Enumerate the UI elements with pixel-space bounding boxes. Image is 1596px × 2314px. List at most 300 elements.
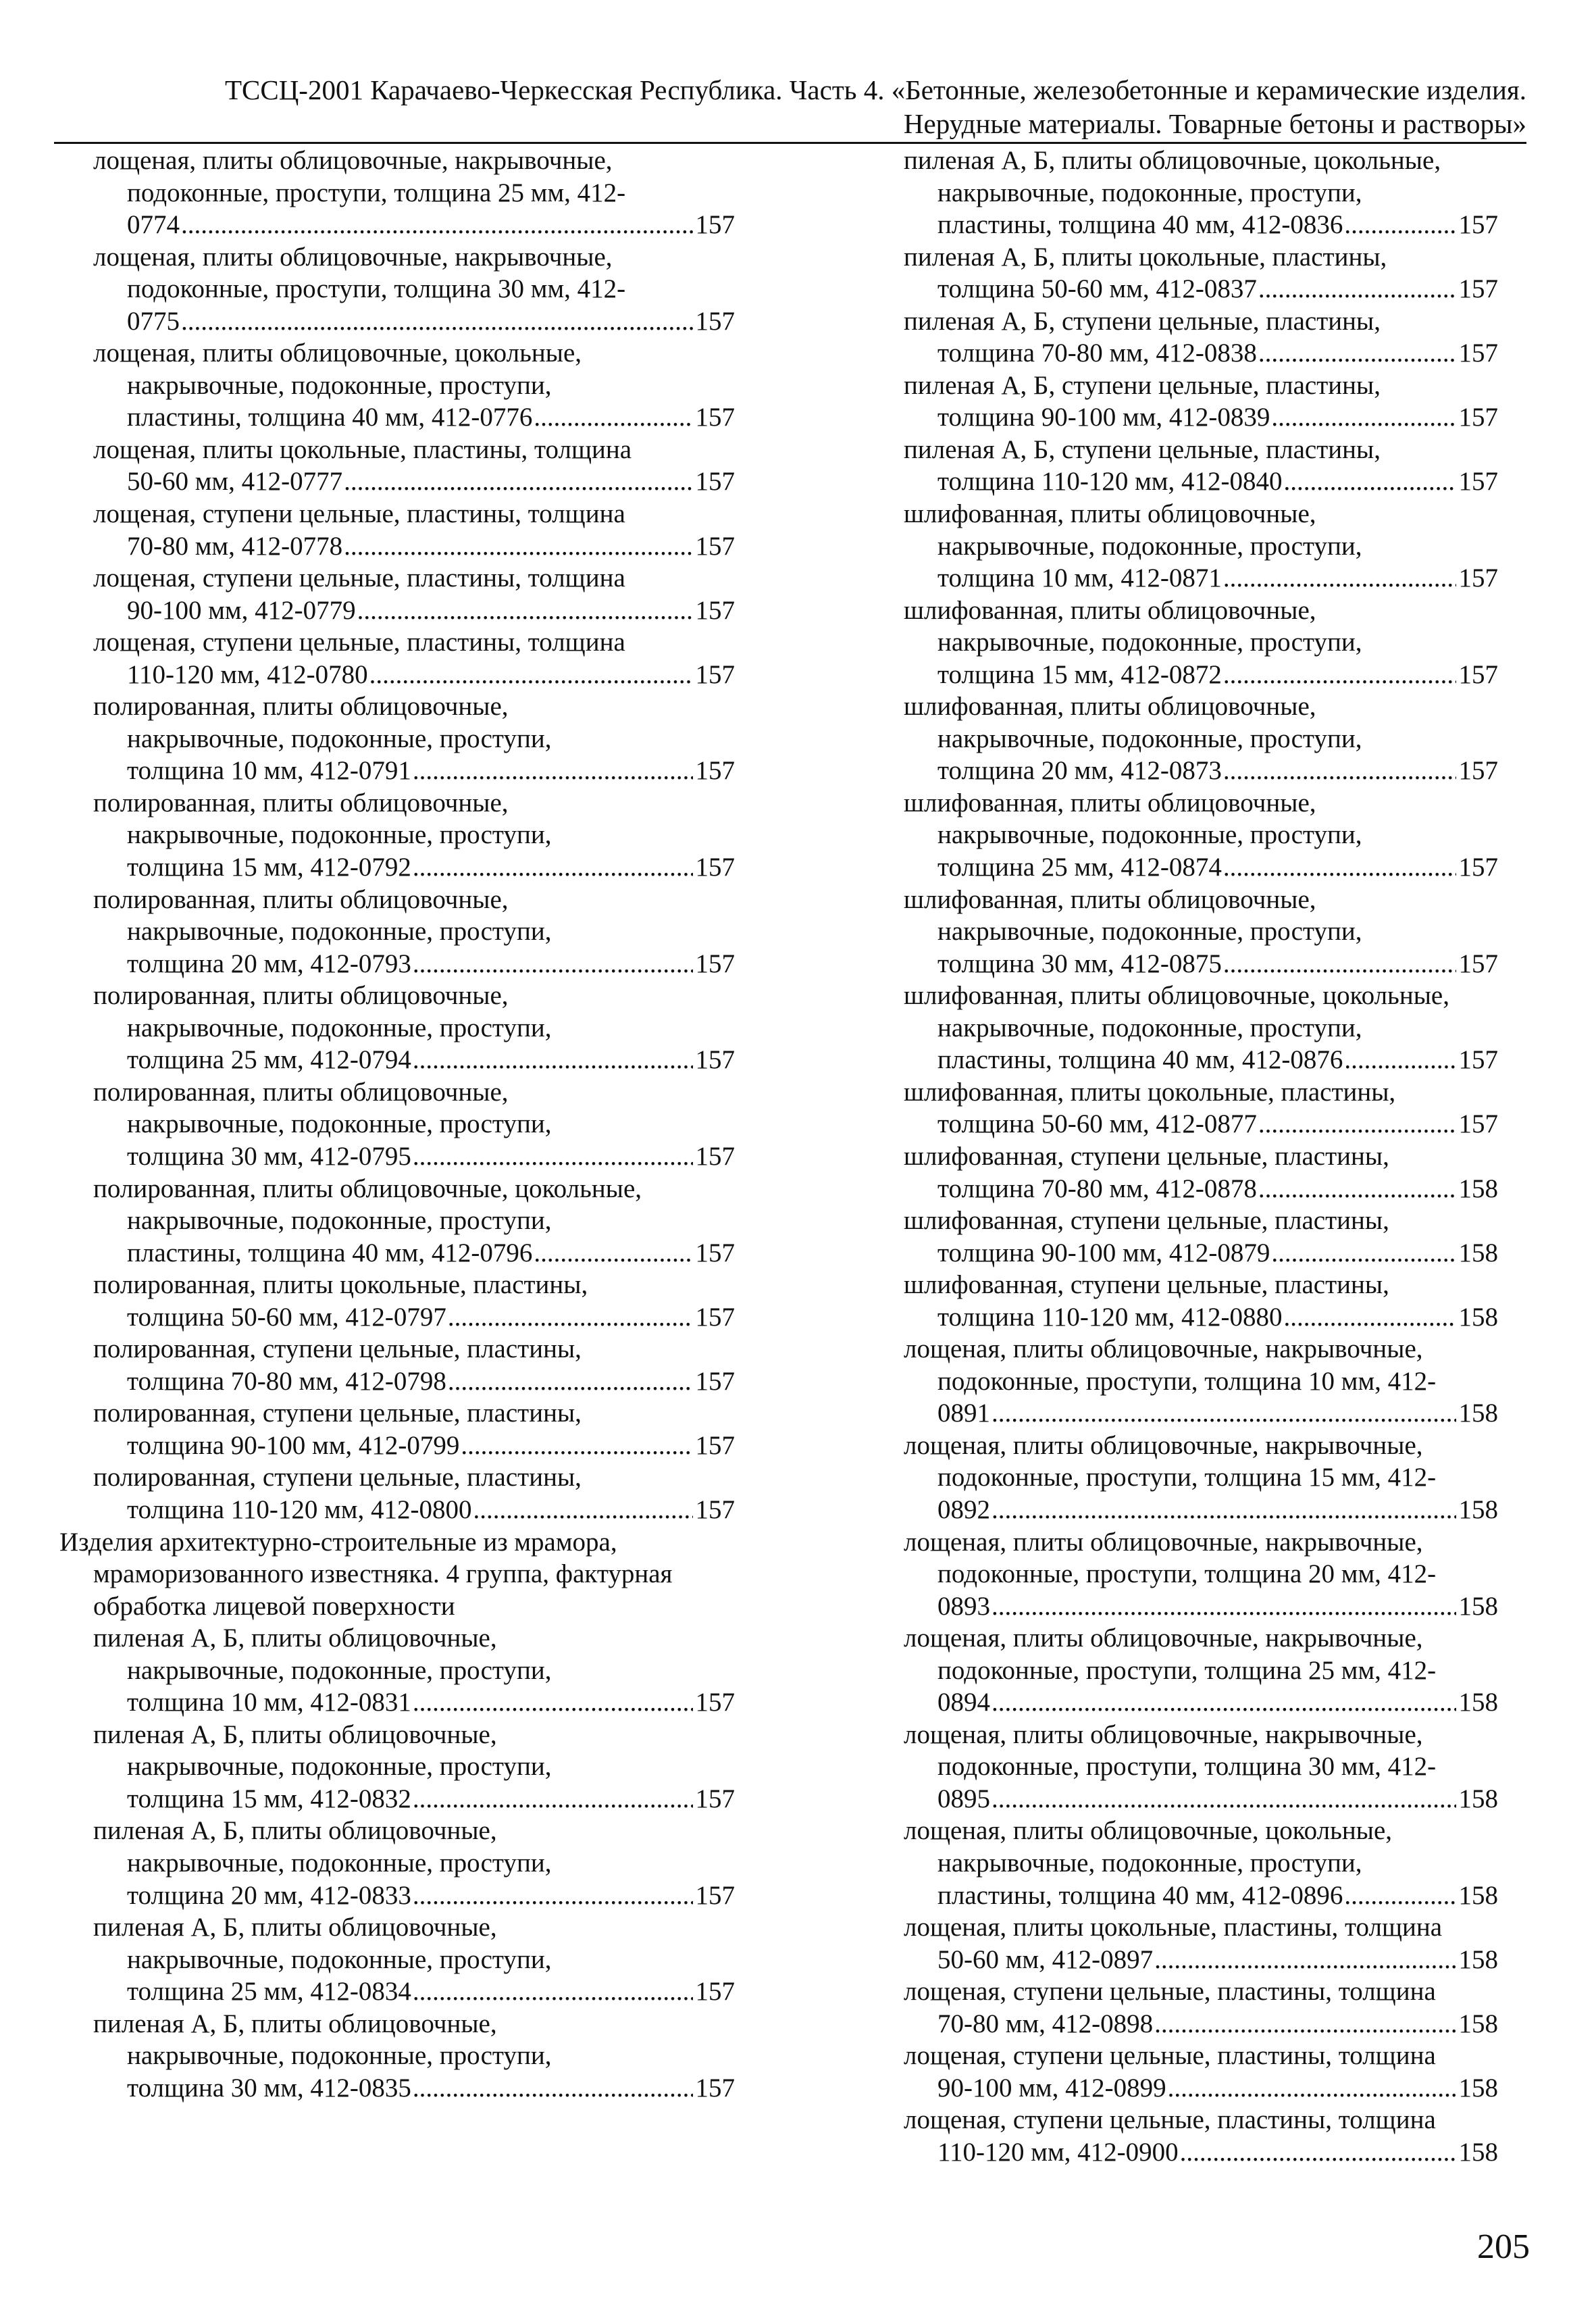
entry-text-line: накрывочные, подоконные, проступи, — [127, 1752, 552, 1782]
index-entry — [59, 787, 735, 884]
entry-page-ref: 157 — [695, 1494, 735, 1524]
entry-text-line: накрывочные, подоконные, проступи, — [937, 628, 1362, 657]
entry-page-ref: 157 — [1458, 1045, 1498, 1075]
entry-text-line: лощеная, плиты облицовочные, цокольные, — [93, 338, 582, 368]
entry-page-ref: 157 — [1458, 467, 1498, 497]
entry-code-text: толщина 50-60 мм, 412-0877 — [937, 1109, 1257, 1139]
entry-code-text: толщина 30 мм, 412-0835 — [127, 2073, 411, 2103]
entry-code-text: толщина 15 мм, 412-0872 — [937, 659, 1222, 689]
entry-leader-line — [127, 305, 735, 338]
index-entry — [59, 337, 735, 434]
entry-text-line: лощеная, плиты цокольные, пластины, толщина — [904, 1913, 1443, 1942]
dot-leader — [181, 305, 693, 338]
dot-leader — [1344, 1880, 1456, 1912]
entry-leader-line — [937, 1783, 1498, 1815]
entry-text-line: шлифованная, ступени цельные, пластины, — [904, 1206, 1389, 1236]
entry-code-text: 90-100 мм, 412-0779 — [127, 595, 356, 625]
entry-text-line: накрывочные, подоконные, проступи, — [127, 1013, 552, 1042]
entry-text-line: лощеная, плиты облицовочные, накрывочные, — [93, 146, 613, 175]
entry-page-ref: 158 — [1458, 1174, 1498, 1203]
entry-page-ref: 157 — [695, 1784, 735, 1813]
dot-leader — [1258, 273, 1456, 305]
entry-page-ref: 157 — [695, 1688, 735, 1717]
entry-leader-line — [937, 755, 1498, 787]
entry-page-ref: 157 — [695, 1880, 735, 1910]
entry-list-left-bottom — [59, 1622, 735, 2104]
index-entry — [59, 2008, 735, 2105]
entry-code-text: 0893 — [937, 1591, 990, 1621]
entry-code-text: толщина 110-120 мм, 412-0840 — [937, 467, 1283, 497]
entry-leader-line — [937, 562, 1498, 595]
running-header — [54, 73, 1526, 141]
index-column-left — [59, 145, 735, 2104]
entry-code-text: 0895 — [937, 1784, 990, 1813]
entry-leader-line — [127, 466, 735, 498]
entry-leader-line — [937, 273, 1498, 305]
entry-list-left-top — [59, 145, 735, 1526]
entry-leader-line — [127, 1494, 735, 1526]
entry-page-ref: 157 — [1458, 563, 1498, 593]
entry-code-text: толщина 90-100 мм, 412-0799 — [127, 1430, 460, 1460]
entry-code-text: толщина 20 мм, 412-0833 — [127, 1880, 411, 1910]
index-entry — [59, 1622, 735, 1719]
entry-text-line: лощеная, ступени цельные, пластины, толщина — [904, 2041, 1436, 2071]
entry-text-line: подоконные, проступи, толщина 10 мм, 412- — [937, 1366, 1437, 1396]
entry-text-line: накрывочные, подоконные, проступи, — [127, 724, 552, 753]
entry-page-ref: 158 — [1458, 2137, 1498, 2167]
dot-leader — [534, 1237, 692, 1269]
index-entry — [59, 626, 735, 690]
entry-text-line: шлифованная, плиты облицовочные, — [904, 692, 1316, 722]
entry-code-text: толщина 10 мм, 412-0831 — [127, 1688, 411, 1717]
dot-leader — [534, 401, 692, 434]
entry-text-line: пиленая А, Б, плиты цокольные, пластины, — [904, 242, 1387, 272]
index-entry — [904, 980, 1498, 1076]
entry-leader-line — [937, 851, 1498, 884]
dot-leader — [369, 659, 693, 691]
entry-code-text: пластины, толщина 40 мм, 412-0776 — [127, 403, 533, 432]
dot-leader — [344, 530, 692, 563]
index-entry — [59, 1173, 735, 1269]
entry-page-ref: 157 — [695, 756, 735, 786]
entry-text-line: накрывочные, подоконные, проступи, — [127, 1848, 552, 1878]
entry-page-ref: 157 — [695, 1045, 735, 1075]
entry-page-ref: 157 — [1458, 338, 1498, 368]
entry-leader-line — [127, 1976, 735, 2008]
entry-code-text: 110-120 мм, 412-0900 — [937, 2137, 1179, 2167]
entry-text-line: подоконные, проступи, толщина 25 мм, 412- — [127, 178, 626, 207]
entry-page-ref: 158 — [1458, 1944, 1498, 1974]
dot-leader — [1258, 1108, 1456, 1140]
dot-leader — [413, 1783, 693, 1815]
entry-text-line: лощеная, ступени цельные, пластины, толщина — [93, 563, 625, 593]
entry-code-text: пластины, толщина 40 мм, 412-0876 — [937, 1045, 1343, 1075]
entry-code-text: толщина 50-60 мм, 412-0837 — [937, 274, 1257, 304]
entry-code-text: толщина 20 мм, 412-0873 — [937, 756, 1222, 786]
entry-page-ref: 158 — [1458, 1784, 1498, 1813]
index-entry — [59, 241, 735, 338]
entry-page-ref: 158 — [1458, 2073, 1498, 2103]
dot-leader — [1258, 1173, 1456, 1205]
entry-text-line: полированная, плиты облицовочные, — [93, 884, 509, 914]
entry-page-ref: 157 — [1458, 210, 1498, 240]
entry-leader-line — [937, 659, 1498, 691]
index-entry — [59, 434, 735, 498]
entry-text-line: лощеная, плиты цокольные, пластины, толщина — [93, 434, 632, 464]
entry-code-text: 70-80 мм, 412-0898 — [937, 2009, 1154, 2038]
entry-page-ref: 157 — [695, 2073, 735, 2103]
entry-leader-line — [127, 1430, 735, 1462]
entry-leader-line — [937, 948, 1498, 980]
index-entry — [59, 498, 735, 562]
entry-text-line: лощеная, ступени цельные, пластины, толщина — [904, 2105, 1436, 2135]
dot-leader — [461, 1430, 692, 1462]
dot-leader — [1154, 1944, 1456, 1976]
entry-leader-line — [127, 1140, 735, 1173]
entry-text-line: лощеная, плиты облицовочные, накрывочные, — [904, 1624, 1423, 1653]
entry-page-ref: 157 — [695, 467, 735, 497]
entry-code-text: 70-80 мм, 412-0778 — [127, 531, 343, 561]
entry-page-ref: 157 — [1458, 949, 1498, 978]
index-entry — [904, 1976, 1498, 2040]
entry-leader-line — [937, 337, 1498, 370]
entry-code-text: толщина 110-120 мм, 412-0880 — [937, 1302, 1283, 1332]
entry-text-line: накрывочные, подоконные, проступи, — [937, 917, 1362, 947]
entry-leader-line — [937, 1301, 1498, 1334]
entry-text-line: шлифованная, плиты цокольные, пластины, — [904, 1077, 1396, 1107]
entry-code-text: толщина 25 мм, 412-0874 — [937, 853, 1222, 882]
header-rule — [54, 142, 1526, 144]
entry-leader-line — [937, 401, 1498, 434]
index-entry — [59, 1397, 735, 1461]
dot-leader — [1180, 2136, 1456, 2169]
entry-leader-line — [127, 1365, 735, 1398]
entry-leader-line — [127, 530, 735, 563]
entry-text-line: полированная, плиты цокольные, пластины, — [93, 1270, 588, 1300]
entry-text-line: подоконные, проступи, толщина 15 мм, 412- — [937, 1463, 1437, 1492]
entry-text-line: лощеная, ступени цельные, пластины, толщина — [93, 499, 625, 529]
entry-leader-line — [127, 1783, 735, 1815]
entry-page-ref: 157 — [1458, 659, 1498, 689]
entry-text-line: пиленая А, Б, плиты облицовочные, — [93, 1816, 497, 1846]
entry-code-text: толщина 90-100 мм, 412-0839 — [937, 403, 1270, 432]
dot-leader — [1271, 401, 1456, 434]
header-line-2: Нерудные материалы. Товарные бетоны и растворы» — [903, 108, 1526, 139]
entry-page-ref: 157 — [695, 853, 735, 882]
entry-page-ref: 157 — [1458, 274, 1498, 304]
header-line-1: ТССЦ-2001 Карачаево-Черкесская Республика. Часть 4. «Бетонные, железобетонные и керамические изделия. — [224, 74, 1526, 105]
entry-page-ref: 157 — [695, 403, 735, 432]
entry-page-ref: 158 — [1458, 1880, 1498, 1910]
entry-text-line: пиленая А, Б, плиты облицовочные, цокольные, — [904, 146, 1441, 175]
dot-leader — [1283, 1301, 1456, 1334]
index-entry — [904, 1526, 1498, 1623]
entry-code-text: толщина 30 мм, 412-0875 — [937, 949, 1222, 978]
index-entry — [904, 434, 1498, 498]
dot-leader — [1258, 337, 1456, 370]
entry-leader-line — [937, 1044, 1498, 1076]
index-entry — [904, 1333, 1498, 1430]
entry-text-line: пиленая А, Б, ступени цельные, пластины, — [904, 306, 1381, 336]
dot-leader — [1223, 851, 1456, 884]
entry-leader-line — [937, 466, 1498, 498]
entry-text-line: пиленая А, Б, плиты облицовочные, — [93, 2009, 497, 2038]
entry-page-ref: 157 — [1458, 853, 1498, 882]
dot-leader — [344, 466, 692, 498]
entry-page-ref: 157 — [695, 306, 735, 336]
entry-text-line: подоконные, проступи, толщина 30 мм, 412- — [937, 1752, 1437, 1782]
dot-leader — [413, 755, 693, 787]
entry-text-line: накрывочные, подоконные, проступи, — [937, 820, 1362, 850]
index-entry — [59, 1461, 735, 1526]
entry-page-ref: 157 — [695, 1302, 735, 1332]
entry-text-line: накрывочные, подоконные, проступи, — [937, 178, 1362, 207]
dot-leader — [1283, 466, 1456, 498]
entry-leader-line — [127, 1301, 735, 1334]
entry-leader-line — [127, 1237, 735, 1269]
entry-page-ref: 157 — [1458, 756, 1498, 786]
entry-code-text: 0891 — [937, 1399, 990, 1428]
entry-text-line: полированная, плиты облицовочные, цокольные, — [93, 1174, 642, 1203]
entry-leader-line — [127, 755, 735, 787]
entry-text-line: подоконные, проступи, толщина 20 мм, 412- — [937, 1559, 1437, 1589]
entry-page-ref: 157 — [1458, 1109, 1498, 1139]
entry-text-line: накрывочные, подоконные, проступи, — [127, 1655, 552, 1685]
index-entry — [904, 2040, 1498, 2104]
section-heading-line-3: обработка лицевой поверхности — [93, 1591, 455, 1621]
entry-text-line: лощеная, плиты облицовочные, накрывочные, — [904, 1527, 1423, 1557]
index-entry — [904, 241, 1498, 305]
entry-text-line: лощеная, плиты облицовочные, накрывочные, — [904, 1719, 1423, 1749]
index-entry — [904, 1076, 1498, 1140]
entry-leader-line — [937, 1686, 1498, 1719]
entry-page-ref: 157 — [695, 1977, 735, 2007]
dot-leader — [413, 1044, 693, 1076]
index-entry — [904, 1430, 1498, 1526]
dot-leader — [413, 948, 693, 980]
index-entry — [59, 145, 735, 241]
index-entry — [904, 595, 1498, 691]
dot-leader — [413, 1686, 693, 1719]
index-entry — [59, 980, 735, 1076]
entry-leader-line — [937, 1237, 1498, 1269]
dot-leader — [413, 851, 693, 884]
entry-leader-line — [937, 1108, 1498, 1140]
dot-leader — [413, 1880, 693, 1912]
entry-page-ref: 158 — [1458, 1399, 1498, 1428]
index-entry — [904, 2104, 1498, 2168]
entry-leader-line — [937, 1880, 1498, 1912]
dot-leader — [473, 1494, 692, 1526]
dot-leader — [1223, 562, 1456, 595]
entry-text-line: полированная, ступени цельные, пластины, — [93, 1334, 582, 1364]
entry-text-line: подоконные, проступи, толщина 30 мм, 412- — [127, 274, 626, 304]
entry-page-ref: 157 — [695, 1238, 735, 1267]
entry-code-text: пластины, толщина 40 мм, 412-0896 — [937, 1880, 1343, 1910]
dot-leader — [992, 1783, 1456, 1815]
index-entry — [59, 690, 735, 787]
dot-leader — [1344, 209, 1456, 241]
entry-code-text: толщина 15 мм, 412-0832 — [127, 1784, 411, 1813]
section-heading-line-1: Изделия архитектурно-строительные из мрамора, — [59, 1527, 617, 1557]
entry-code-text: толщина 30 мм, 412-0795 — [127, 1141, 411, 1171]
entry-code-text: 0894 — [937, 1688, 990, 1717]
entry-code-text: толщина 70-80 мм, 412-0838 — [937, 338, 1257, 368]
dot-leader — [448, 1301, 693, 1334]
dot-leader — [181, 209, 693, 241]
entry-leader-line — [127, 851, 735, 884]
entry-code-text: толщина 70-80 мм, 412-0798 — [127, 1366, 446, 1396]
index-column-right — [904, 145, 1498, 2168]
index-entry — [904, 1205, 1498, 1269]
index-entry — [904, 1622, 1498, 1719]
entry-text-line: пиленая А, Б, ступени цельные, пластины, — [904, 434, 1381, 464]
entry-code-text: 50-60 мм, 412-0897 — [937, 1944, 1154, 1974]
entry-code-text: пластины, толщина 40 мм, 412-0836 — [937, 210, 1343, 240]
entry-page-ref: 157 — [695, 595, 735, 625]
dot-leader — [992, 1494, 1456, 1526]
entry-code-text: 50-60 мм, 412-0777 — [127, 467, 343, 497]
entry-code-text: толщина 25 мм, 412-0834 — [127, 1977, 411, 2007]
entry-leader-line — [127, 2072, 735, 2105]
entry-text-line: пиленая А, Б, плиты облицовочные, — [93, 1913, 497, 1942]
entry-text-line: накрывочные, подоконные, проступи, — [937, 724, 1362, 753]
entry-page-ref: 157 — [695, 1141, 735, 1171]
entry-text-line: накрывочные, подоконные, проступи, — [937, 531, 1362, 561]
entry-leader-line — [127, 948, 735, 980]
entry-leader-line — [127, 401, 735, 434]
entry-text-line: полированная, ступени цельные, пластины, — [93, 1399, 582, 1428]
entry-leader-line — [937, 209, 1498, 241]
dot-leader — [448, 1365, 693, 1398]
entry-code-text: 0775 — [127, 306, 180, 336]
entry-leader-line — [937, 1590, 1498, 1623]
entry-text-line: лощеная, плиты облицовочные, накрывочные, — [904, 1430, 1423, 1460]
entry-text-line: шлифованная, плиты облицовочные, цокольные, — [904, 981, 1449, 1011]
entry-text-line: накрывочные, подоконные, проступи, — [937, 1013, 1362, 1042]
entry-leader-line — [937, 2136, 1498, 2169]
entry-text-line: лощеная, плиты облицовочные, цокольные, — [904, 1816, 1393, 1846]
entry-text-line: накрывочные, подоконные, проступи, — [127, 1944, 552, 1974]
dot-leader — [992, 1397, 1456, 1430]
entry-text-line: полированная, плиты облицовочные, — [93, 1077, 509, 1107]
section-heading — [59, 1526, 735, 1623]
entry-text-line: лощеная, ступени цельные, пластины, толщина — [904, 1977, 1436, 2007]
dot-leader — [413, 1976, 693, 2008]
entry-text-line: накрывочные, подоконные, проступи, — [127, 370, 552, 400]
entry-page-ref: 157 — [695, 949, 735, 978]
entry-leader-line — [127, 595, 735, 627]
entry-text-line: лощеная, плиты облицовочные, накрывочные, — [904, 1334, 1423, 1364]
index-entry — [904, 1269, 1498, 1333]
entry-page-ref: 158 — [1458, 1302, 1498, 1332]
entry-text-line: накрывочные, подоконные, проступи, — [127, 1206, 552, 1236]
entry-code-text: толщина 20 мм, 412-0793 — [127, 949, 411, 978]
entry-leader-line — [937, 1397, 1498, 1430]
entry-page-ref: 157 — [695, 659, 735, 689]
entry-code-text: толщина 15 мм, 412-0792 — [127, 853, 411, 882]
dot-leader — [413, 1140, 693, 1173]
entry-page-ref: 158 — [1458, 1688, 1498, 1717]
entry-text-line: шлифованная, плиты облицовочные, — [904, 788, 1316, 818]
dot-leader — [357, 595, 693, 627]
entry-leader-line — [937, 2008, 1498, 2040]
index-entry — [904, 1719, 1498, 1815]
entry-page-ref: 157 — [695, 1430, 735, 1460]
dot-leader — [992, 1686, 1456, 1719]
entry-leader-line — [127, 1880, 735, 1912]
entry-text-line: шлифованная, плиты облицовочные, — [904, 499, 1316, 529]
entry-text-line: подоконные, проступи, толщина 25 мм, 412- — [937, 1655, 1437, 1685]
entry-page-ref: 157 — [695, 1366, 735, 1396]
entry-text-line: лощеная, плиты облицовочные, накрывочные, — [93, 242, 613, 272]
entry-page-ref: 157 — [695, 210, 735, 240]
entry-text-line: шлифованная, плиты облицовочные, — [904, 595, 1316, 625]
entry-leader-line — [937, 1494, 1498, 1526]
entry-page-ref: 157 — [1458, 403, 1498, 432]
entry-text-line: пиленая А, Б, ступени цельные, пластины, — [904, 370, 1381, 400]
dot-leader — [1223, 755, 1456, 787]
entry-code-text: толщина 70-80 мм, 412-0878 — [937, 1174, 1257, 1203]
entry-code-text: толщина 10 мм, 412-0871 — [937, 563, 1222, 593]
entry-leader-line — [127, 209, 735, 241]
entry-text-line: накрывочные, подоконные, проступи, — [127, 1109, 552, 1139]
index-entry — [59, 1719, 735, 1815]
entry-code-text: толщина 90-100 мм, 412-0879 — [937, 1238, 1270, 1267]
index-entry — [904, 305, 1498, 370]
entry-text-line: пиленая А, Б, плиты облицовочные, — [93, 1624, 497, 1653]
entry-text-line: шлифованная, плиты облицовочные, — [904, 884, 1316, 914]
entry-list-right — [904, 145, 1498, 2168]
index-entry — [59, 562, 735, 626]
index-entry — [59, 1076, 735, 1173]
index-entry — [904, 1140, 1498, 1205]
entry-code-text: толщина 50-60 мм, 412-0797 — [127, 1302, 446, 1332]
entry-leader-line — [127, 1686, 735, 1719]
index-entry — [59, 1815, 735, 1911]
dot-leader — [1223, 948, 1456, 980]
entry-leader-line — [127, 659, 735, 691]
entry-page-ref: 158 — [1458, 1591, 1498, 1621]
entry-page-ref: 158 — [1458, 1494, 1498, 1524]
entry-text-line: пиленая А, Б, плиты облицовочные, — [93, 1719, 497, 1749]
entry-text-line: полированная, плиты облицовочные, — [93, 788, 509, 818]
entry-page-ref: 158 — [1458, 2009, 1498, 2038]
dot-leader — [992, 1590, 1456, 1623]
index-entry — [59, 884, 735, 980]
entry-leader-line — [937, 1173, 1498, 1205]
entry-page-ref: 157 — [695, 531, 735, 561]
page-number: 205 — [1477, 2228, 1530, 2266]
index-entry — [59, 1269, 735, 1333]
index-entry — [904, 1911, 1498, 1976]
entry-text-line: полированная, плиты облицовочные, — [93, 692, 509, 722]
index-entry — [59, 1911, 735, 2008]
entry-text-line: накрывочные, подоконные, проступи, — [127, 2041, 552, 2071]
entry-code-text: 90-100 мм, 412-0899 — [937, 2073, 1166, 2103]
dot-leader — [1154, 2008, 1456, 2040]
index-entry — [904, 787, 1498, 884]
entry-code-text: толщина 110-120 мм, 412-0800 — [127, 1494, 472, 1524]
entry-text-line: полированная, ступени цельные, пластины, — [93, 1463, 582, 1492]
index-entry — [904, 370, 1498, 434]
dot-leader — [413, 2072, 693, 2105]
entry-text-line: шлифованная, ступени цельные, пластины, — [904, 1141, 1389, 1171]
entry-text-line: накрывочные, подоконные, проступи, — [127, 820, 552, 850]
dot-leader — [1223, 659, 1456, 691]
index-entry — [904, 1815, 1498, 1911]
entry-text-line: полированная, плиты облицовочные, — [93, 981, 509, 1011]
